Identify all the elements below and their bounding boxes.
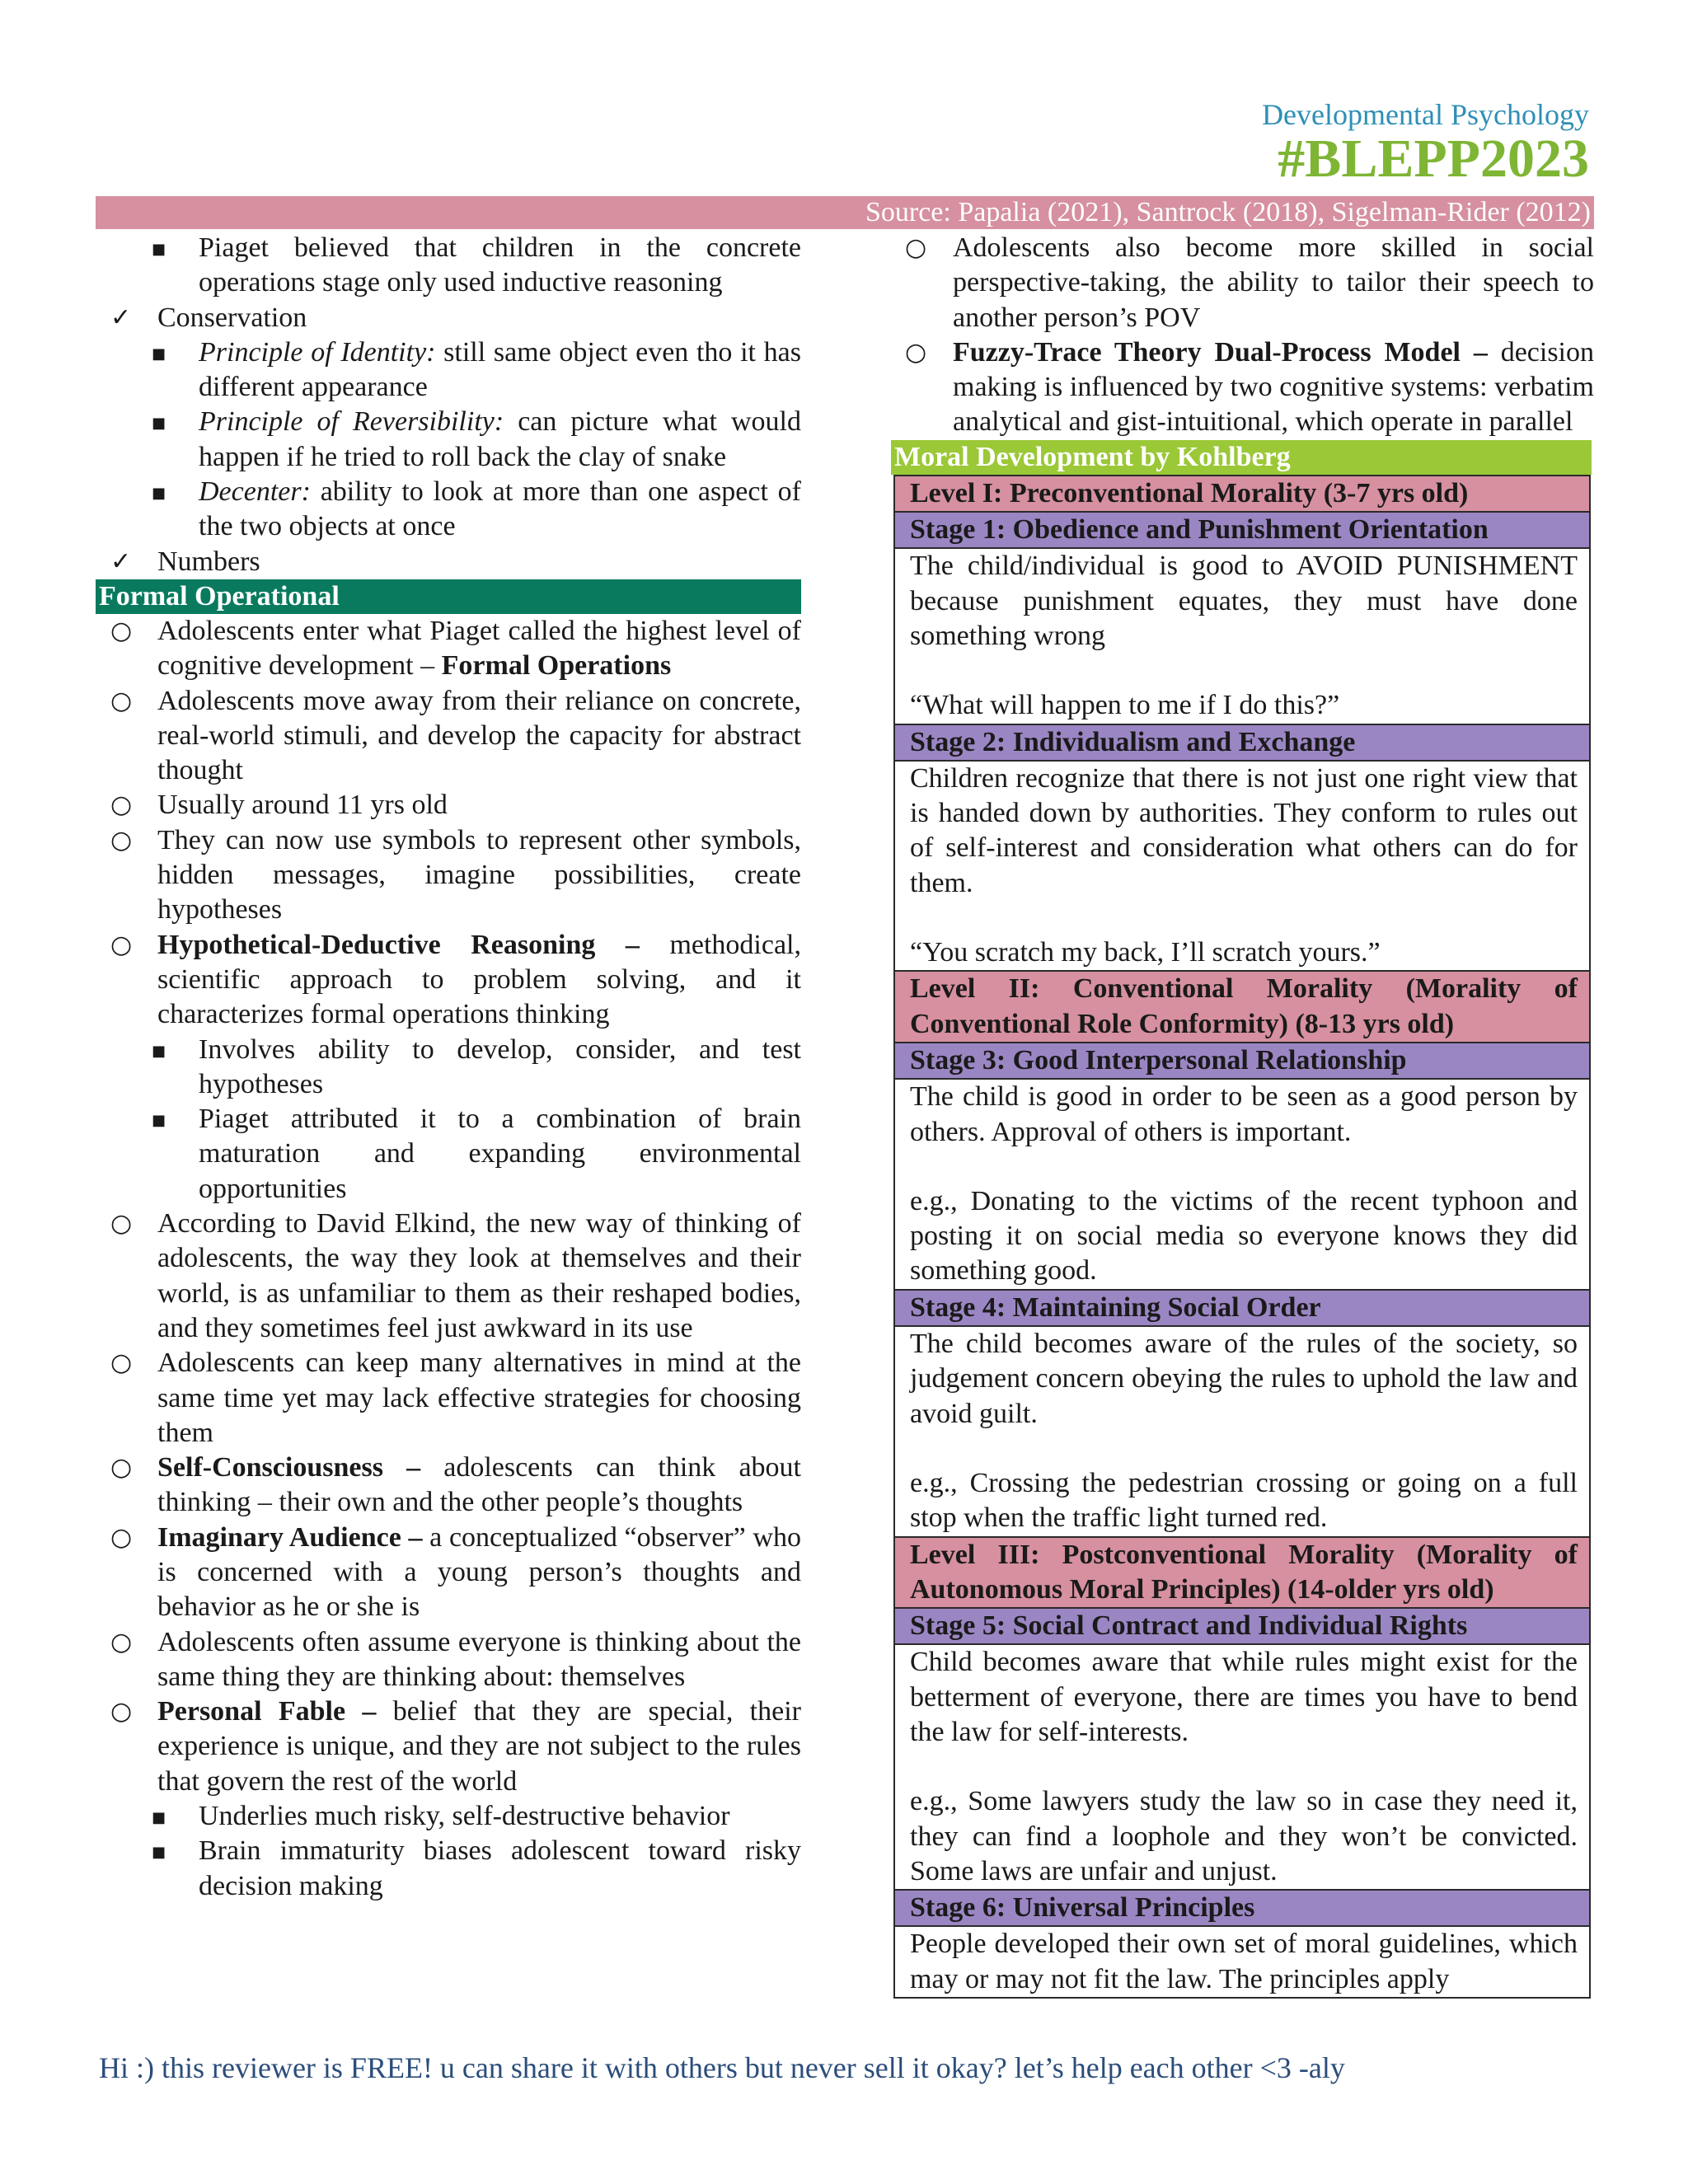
stage-description xyxy=(895,762,1589,972)
level-row: Level II: Conventional Morality (Morality of Conventional Role Conformity) (8-13 yrs old) xyxy=(895,972,1589,1043)
example-text: e.g., Some lawyers study the law so in case they need it, they can find a loophole and they won’t be convicted. Some laws are unfair and unjust. xyxy=(910,1786,1578,1886)
term: Principle of Reversibility: xyxy=(199,406,504,438)
square-bullet-icon: ■ xyxy=(152,1809,166,1827)
level-row: Level III: Postconventional Morality (Morality of Autonomous Moral Principles) (14-older yrs old) xyxy=(895,1538,1589,1610)
hollow-circle-bullet-icon: ○ xyxy=(110,930,133,959)
list-item xyxy=(96,231,801,301)
square-bullet-icon: ■ xyxy=(152,1112,166,1130)
description-text: Children recognize that there is not just one right view that is handed down by authorities. They conform to rules out of self-interest and consideration what others can do for them. xyxy=(910,762,1578,898)
list-item xyxy=(96,1102,801,1207)
hollow-circle-bullet-icon: ○ xyxy=(110,1522,133,1552)
list-item xyxy=(96,928,801,1033)
list-item xyxy=(96,788,801,823)
kohlberg-table xyxy=(893,475,1591,1999)
hollow-circle-bullet-icon: ○ xyxy=(110,1453,133,1483)
description-text: Child becomes aware that while rules might exist for the betterment of everyone, there are times you have to bend the law for self-interests. xyxy=(910,1647,1578,1747)
stage-description xyxy=(895,1080,1589,1290)
list-item xyxy=(96,1834,801,1904)
stage-description xyxy=(895,1327,1589,1537)
term: Formal Operations xyxy=(441,650,672,682)
square-bullet-icon: ■ xyxy=(152,344,166,363)
hollow-circle-bullet-icon: ○ xyxy=(905,233,927,262)
list-item xyxy=(96,823,801,928)
right-column xyxy=(893,231,1594,1999)
description-text: People developed their own set of moral guidelines, which may or may not fit the law. The principles apply xyxy=(910,1929,1578,1994)
footer-note: Hi :) this reviewer is FREE! u can share it with others but never sell it okay? let’s help each other <3 -aly xyxy=(99,2051,1345,2084)
item-text: ability to look at more than one aspect of the two objects at once xyxy=(199,476,801,542)
example-quote: “What will happen to me if I do this?” xyxy=(910,690,1340,721)
item-text: Piaget attributed it to a combination of brain maturation and expanding environmental opportunities xyxy=(199,1104,801,1204)
list-item xyxy=(96,1346,801,1451)
hollow-circle-bullet-icon: ○ xyxy=(110,1209,133,1239)
stage-description xyxy=(895,1927,1589,1997)
stage-row: Stage 6: Universal Principles xyxy=(895,1891,1589,1927)
item-text: belief that they are special, their experience is unique, and they are not subject to the rules that govern the rest of the world xyxy=(157,1696,801,1797)
term: Decenter: xyxy=(199,476,311,508)
description-text: The child is good in order to be seen as a good person by others. Approval of others is important. xyxy=(910,1081,1578,1147)
list-item xyxy=(96,1521,801,1625)
item-text: Adolescents move away from their reliance on concrete, real-world stimuli, and develop the capacity for abstract thought xyxy=(157,685,801,786)
list-item xyxy=(96,1033,801,1103)
section-heading-formal-operational: Formal Operational xyxy=(96,579,801,614)
example-text: e.g., Donating to the victims of the recent typhoon and posting it on social media so everyone knows they did something good. xyxy=(910,1185,1578,1286)
stage-row: Stage 4: Maintaining Social Order xyxy=(895,1291,1589,1327)
item-text: They can now use symbols to represent other symbols, hidden messages, imagine possibilities, create hypotheses xyxy=(157,824,801,926)
item-text: Conservation xyxy=(157,302,307,333)
term: Principle of Identity: xyxy=(199,336,436,368)
item-text: Piaget believed that children in the concrete operations stage only used inductive reasoning xyxy=(199,232,801,298)
item-text: methodical, scientific approach to problem solving, and it characterizes formal operations thinking xyxy=(157,929,802,1030)
stage-description xyxy=(895,549,1589,724)
item-text: a conceptualized “observer” who is concerned with a young person’s thoughts and behavior as he or she is xyxy=(157,1521,801,1623)
item-text: Adolescents often assume everyone is thinking about the same thing they are thinking about: themselves xyxy=(157,1626,801,1692)
hollow-circle-bullet-icon: ○ xyxy=(110,686,133,715)
item-text: Brain immaturity biases adolescent toward risky decision making xyxy=(199,1835,801,1901)
hollow-circle-bullet-icon: ○ xyxy=(110,1697,133,1727)
level-row: Level I: Preconventional Morality (3-7 yrs old) xyxy=(895,476,1589,513)
term: Self-Consciousness – xyxy=(157,1452,421,1483)
item-text: Usually around 11 yrs old xyxy=(157,790,448,821)
hollow-circle-bullet-icon: ○ xyxy=(110,790,133,820)
item-text: According to David Elkind, the new way of thinking of adolescents, the way they look at themselves and their world, is as unfamiliar to them as their reshaped bodies, and they sometimes feel just awkward in its use xyxy=(157,1208,801,1343)
item-text: can picture what would happen if he tried to roll back the clay of snake xyxy=(199,406,801,472)
item-text: still same object even tho it has different appearance xyxy=(199,336,801,403)
term: Personal Fable – xyxy=(157,1696,377,1727)
item-text: Adolescents can keep many alternatives in mind at the same time yet may lack effective strategies for choosing them xyxy=(157,1347,801,1448)
description-text: The child becomes aware of the rules of the society, so judgement concern obeying the rules to uphold the law and avoid guilt. xyxy=(910,1329,1578,1429)
square-bullet-icon: ■ xyxy=(152,1042,166,1060)
example-quote: “You scratch my back, I’ll scratch yours.” xyxy=(910,937,1381,968)
source-bar: Source: Papalia (2021), Santrock (2018), Sigelman-Rider (2012) xyxy=(96,196,1594,229)
stage-row: Stage 3: Good Interpersonal Relationship xyxy=(895,1043,1589,1080)
hollow-circle-bullet-icon: ○ xyxy=(110,616,133,645)
stage-description xyxy=(895,1645,1589,1891)
list-item xyxy=(96,335,801,405)
item-text: Adolescents enter what Piaget called the highest level of cognitive development – xyxy=(157,615,801,682)
stage-row: Stage 2: Individualism and Exchange xyxy=(895,725,1589,762)
list-item xyxy=(96,1694,801,1799)
list-item xyxy=(96,1799,801,1834)
checkmark-icon: ✓ xyxy=(110,546,132,576)
section-heading-moral-development: Moral Development by Kohlberg xyxy=(891,440,1592,475)
stage-row: Stage 5: Social Contract and Individual Rights xyxy=(895,1609,1589,1645)
square-bullet-icon: ■ xyxy=(152,485,166,503)
hollow-circle-bullet-icon: ○ xyxy=(905,337,927,367)
item-text: Numbers xyxy=(157,546,260,577)
item-text: decision making is influenced by two cognitive systems: verbatim analytical and gist-intuitional, which operate in parallel xyxy=(953,336,1595,438)
square-bullet-icon: ■ xyxy=(152,415,166,433)
checkmark-icon: ✓ xyxy=(110,302,132,332)
hollow-circle-bullet-icon: ○ xyxy=(110,825,133,855)
hollow-circle-bullet-icon: ○ xyxy=(110,1348,133,1378)
term: Hypothetical-Deductive Reasoning – xyxy=(157,929,640,960)
list-item xyxy=(96,1625,801,1695)
hollow-circle-bullet-icon: ○ xyxy=(110,1627,133,1657)
term: Imaginary Audience – xyxy=(157,1521,423,1553)
list-item xyxy=(96,614,801,684)
example-text: e.g., Crossing the pedestrian crossing or going on a full stop when the traffic light turned red. xyxy=(910,1467,1578,1534)
square-bullet-icon: ■ xyxy=(152,1844,166,1862)
item-text: adolescents can think about thinking – their own and the other people’s thoughts xyxy=(157,1452,801,1518)
stage-row: Stage 1: Obedience and Punishment Orientation xyxy=(895,513,1589,549)
list-item xyxy=(893,335,1594,440)
item-text: Underlies much risky, self-destructive behavior xyxy=(199,1801,730,1832)
list-item xyxy=(96,1207,801,1346)
document-subject: Developmental Psychology xyxy=(1262,98,1589,131)
list-item xyxy=(96,405,801,475)
list-item xyxy=(893,231,1594,335)
list-item xyxy=(96,684,801,789)
left-column xyxy=(96,231,801,1904)
term: Fuzzy-Trace Theory Dual-Process Model – xyxy=(953,336,1488,368)
item-text: Involves ability to develop, consider, and test hypotheses xyxy=(199,1033,801,1099)
square-bullet-icon: ■ xyxy=(152,241,166,258)
list-item xyxy=(96,1451,801,1521)
list-item xyxy=(96,475,801,545)
description-text: The child/individual is good to AVOID PUNISHMENT because punishment equates, they must have done something wrong xyxy=(910,551,1578,651)
list-item xyxy=(96,545,801,579)
item-text: Adolescents also become more skilled in social perspective-taking, the ability to tailor their speech to another person’s POV xyxy=(953,232,1594,333)
document-hashtag: #BLEPP2023 xyxy=(1278,129,1589,189)
list-item xyxy=(96,301,801,335)
